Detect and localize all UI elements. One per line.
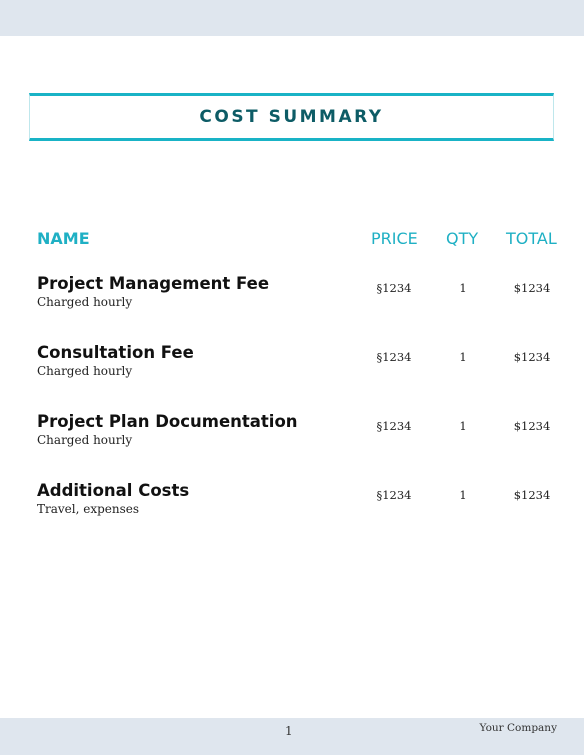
table-row [0, 411, 584, 461]
table-row [0, 273, 584, 323]
item-qty: 1 [459, 350, 467, 364]
item-name: Project Management Fee [37, 274, 270, 293]
item-price: §1234 [376, 419, 412, 433]
item-price: §1234 [376, 350, 412, 364]
page-top-band [0, 0, 584, 36]
item-qty: 1 [459, 488, 467, 502]
column-header-name: NAME [37, 229, 90, 248]
item-note: Charged hourly [37, 433, 133, 447]
item-note: Travel, expenses [37, 502, 140, 516]
title-box [29, 93, 554, 141]
item-name: Additional Costs [37, 481, 190, 500]
item-total: $1234 [513, 281, 551, 295]
item-total: $1234 [513, 350, 551, 364]
column-header-qty: QTY [446, 229, 479, 248]
item-note: Charged hourly [37, 295, 133, 309]
item-name: Consultation Fee [37, 343, 194, 362]
page-footer [0, 718, 584, 755]
company-name: Your Company [479, 722, 557, 734]
item-name: Project Plan Documentation [37, 412, 298, 431]
page-title: COST SUMMARY [199, 107, 384, 127]
column-header-price: PRICE [371, 229, 418, 248]
item-price: §1234 [376, 281, 412, 295]
item-qty: 1 [459, 419, 467, 433]
item-total: $1234 [513, 488, 551, 502]
item-price: §1234 [376, 488, 412, 502]
item-total: $1234 [513, 419, 551, 433]
table-row [0, 342, 584, 392]
page-number: 1 [285, 724, 293, 738]
item-qty: 1 [459, 281, 467, 295]
item-note: Charged hourly [37, 364, 133, 378]
table-row [0, 480, 584, 530]
column-header-total: TOTAL [506, 229, 557, 248]
